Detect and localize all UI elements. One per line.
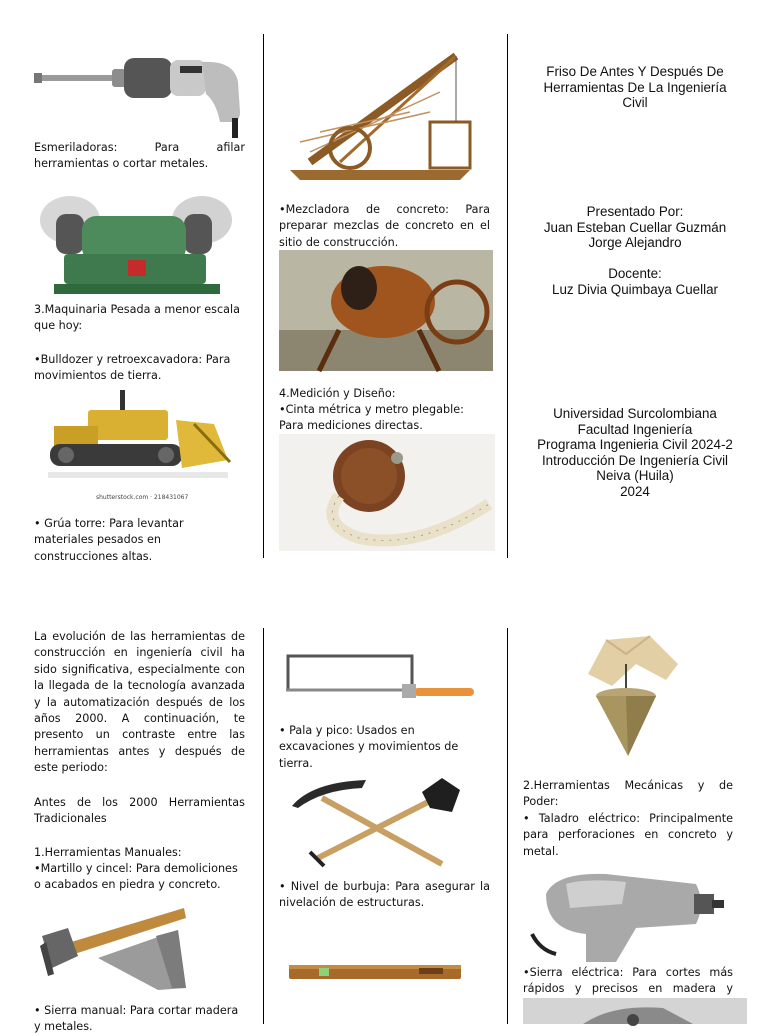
mezcladora-text: •Mezcladora de concreto: Para preparar mezclas de concreto en el sitio de construcción.: [279, 203, 490, 249]
univ-line-5: Neiva (Huila): [596, 468, 674, 484]
taladro-text: • Taladro eléctrico: Principalmente para perforaciones en concreto y metal.: [523, 812, 733, 858]
antes-text: Antes de los 2000 Herramientas Tradicionales: [34, 796, 245, 826]
pick-shovel-image: [292, 778, 462, 870]
author-1: Juan Esteban Cuellar Guzmán: [543, 219, 727, 235]
univ-line-3: Programa Ingenieria Civil 2024-2: [537, 437, 733, 453]
presented-block: [522, 204, 748, 251]
title-line-2: Herramientas De La Ingeniería: [543, 79, 727, 95]
mecanicas-title: 2.Herramientas Mecánicas y de Poder:: [523, 779, 733, 809]
crane-mixer-image: [280, 52, 480, 186]
hammer-chisel-image: [38, 906, 188, 990]
manuales-title: 1.Herramientas Manuales:: [34, 846, 182, 859]
divider-bottom-right: [507, 628, 508, 1024]
title-line-1: Friso De Antes Y Después De: [546, 64, 724, 79]
pala-text: • Pala y pico: Usados en excavaciones y movimientos de tierra.: [279, 724, 459, 770]
university-block: [522, 406, 748, 500]
esmeriladoras-text: Esmeriladoras: Para afilar herramientas o cortar metales.: [34, 141, 245, 171]
title-block: [522, 64, 748, 111]
grua-text: • Grúa torre: Para levantar materiales pesados en construcciones altas.: [34, 517, 184, 563]
univ-line-6: 2024: [620, 483, 650, 499]
bench-grinder-image: [34, 190, 240, 298]
author-2: Jorge Alejandro: [588, 235, 682, 251]
bulldozer-text: •Bulldozer y retroexcavadora: Para movimientos de tierra.: [34, 353, 231, 383]
martillo-text: •Martillo y cincel: Para demoliciones o acabados en piedra y concreto.: [34, 862, 238, 892]
watermark-text: shutterstock.com · 218431067: [96, 494, 189, 501]
divider-top-right: [507, 34, 508, 558]
spirit-level-image: [289, 963, 461, 981]
measuring-tape-image: [279, 434, 495, 551]
bulldozer-image: [44, 390, 234, 490]
cinta-text: •Cinta métrica y metro plegable: Para mediciones directas.: [279, 403, 464, 433]
title-line-3: Civil: [622, 95, 648, 111]
univ-line-4: Introducción De Ingeniería Civil: [541, 452, 729, 468]
divider-top-left: [263, 34, 264, 558]
plumb-bob-image: [566, 634, 690, 758]
docente-label: Docente:: [608, 266, 662, 281]
maquinaria-title: 3.Maquinaria Pesada a menor escala que hoy:: [34, 303, 240, 333]
divider-bottom-left: [263, 628, 264, 1024]
impact-wrench-image: [34, 52, 244, 138]
univ-line-1: Universidad Surcolombiana: [553, 406, 717, 421]
intro-text: La evolución de las herramientas de construcción en ingeniería civil ha sido significativa, especialmente con la llegada de la tecnología avanzada y la automatización después de los años 2000. A continuación, te presento un contraste entre las herramientas antes y después de este periodo:: [34, 630, 245, 775]
power-saw-image: [523, 998, 747, 1024]
sierra-manual-text: • Sierra manual: Para cortar madera y metales.: [34, 1004, 239, 1034]
presented-label: Presentado Por:: [586, 204, 684, 219]
electric-drill-image: [526, 864, 726, 964]
nivel-text: • Nivel de burbuja: Para asegurar la nivelación de estructuras.: [279, 880, 490, 910]
hacksaw-image: [280, 650, 476, 702]
univ-line-2: Facultad Ingeniería: [577, 421, 693, 437]
docente-name: Luz Divia Quimbaya Cuellar: [552, 281, 718, 297]
medicion-title: 4.Medición y Diseño:: [279, 387, 396, 400]
sierra-electrica-text: •Sierra eléctrica: Para cortes más rápidos y precisos en madera y: [523, 966, 733, 996]
concrete-mixer-image: [279, 250, 493, 371]
docente-block: [522, 266, 748, 297]
